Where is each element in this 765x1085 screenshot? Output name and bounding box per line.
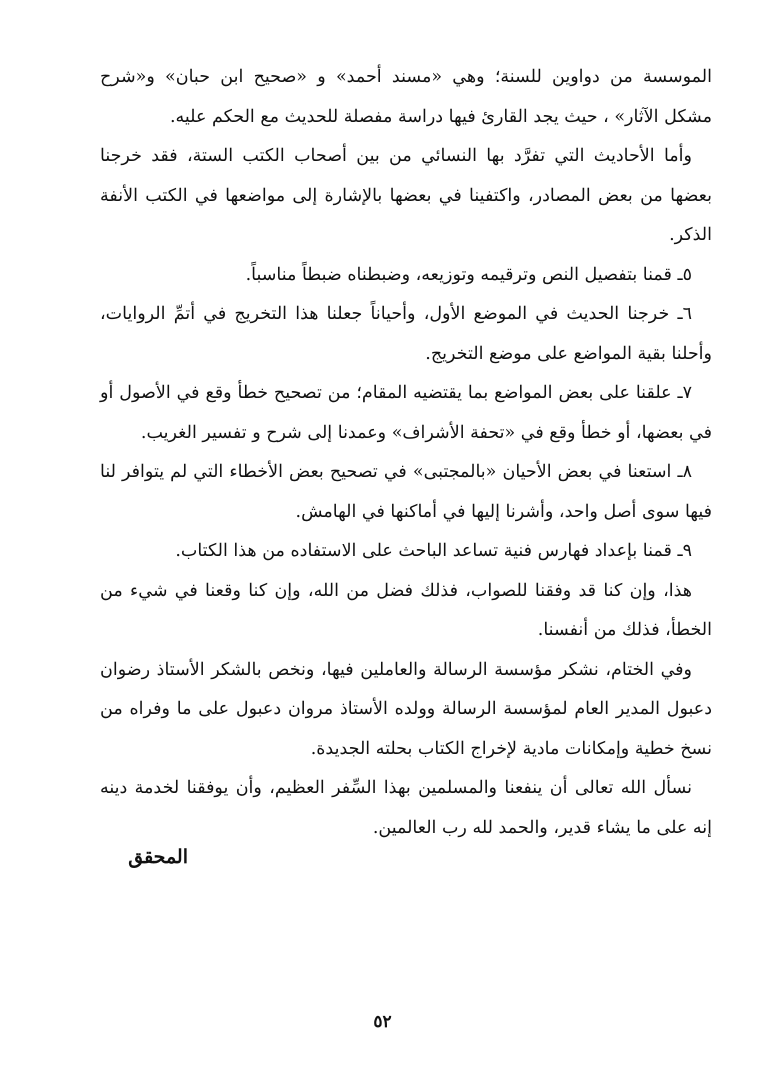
paragraph-closing-note: هذا، وإن كنا قد وفقنا للصواب، فذلك فضل من الله، وإن كنا وقعنا في شيء من الخطأ، فذلك من أنفسنا. — [100, 580, 712, 640]
paragraph-solo-hadiths: وأما الأحاديث التي تفرَّد بها النسائي من بين أصحاب الكتب الستة، فقد خرجنا بعضها من بعض المصادر، واكتفينا في بعضها بالإشارة إلى مواضعها في الكتب الأنفة الذكر. — [100, 146, 712, 245]
list-item-6: ٦ـ خرجنا الحديث في الموضع الأول، وأحياناً جعلنا هذا التخريج في أتمِّ الروايات، وأحلنا بقية المواضع على موضع التخريج. — [100, 304, 712, 364]
paragraph-acknowledgements: وفي الختام، نشكر مؤسسة الرسالة والعاملين فيها، ونخص بالشكر الأستاذ رضوان دعبول المدير العام لمؤسسة الرسالة وولده الأستاذ مروان دعبول على ما وفراه من نسخ خطية وإمكانات مادية لإخراج الكتاب بحلته الجديدة. — [100, 659, 712, 759]
paragraph-continuation: الموسسة من دواوين للسنة؛ وهي «مسند أحمد» و «صحيح ابن حبان» و«شرح مشكل الآثار» ، حيث يجد القارئ فيها دراسة مفصلة للحديث مع الحكم عليه. — [100, 67, 712, 127]
page-number: ٥٢ — [373, 1012, 392, 1032]
list-item-9: ٩ـ قمنا بإعداد فهارس فنية تساعد الباحث على الاستفاده من هذا الكتاب. — [175, 541, 692, 561]
list-item-8: ٨ـ استعنا في بعض الأحيان «بالمجتبى» في تصحيح بعض الأخطاء التي لم يتوافر لنا فيها سوى أصل واحد، وأشرنا إليها في أماكنها في الهامش. — [100, 462, 712, 522]
list-item-7: ٧ـ علقنا على بعض المواضع بما يقتضيه المقام؛ من تصحيح خطأ وقع في الأصول أو في بعضها، أو خطأ وقع في «تحفة الأشراف» وعمدنا إلى شرح و تفسير الغريب. — [100, 383, 712, 443]
list-item-5: ٥ـ قمنا بتفصيل النص وترقيمه وتوزيعه، وضبطناه ضبطاً مناسباً. — [245, 264, 692, 285]
signature-editor: المحقق — [128, 846, 188, 868]
paragraph-prayer: نسأل الله تعالى أن ينفعنا والمسلمين بهذا السِّفر العظيم، وأن يوفقنا لخدمة دينه إنه على ما يشاء قدير، والحمد لله رب العالمين. — [100, 778, 712, 838]
body-text — [100, 58, 712, 848]
